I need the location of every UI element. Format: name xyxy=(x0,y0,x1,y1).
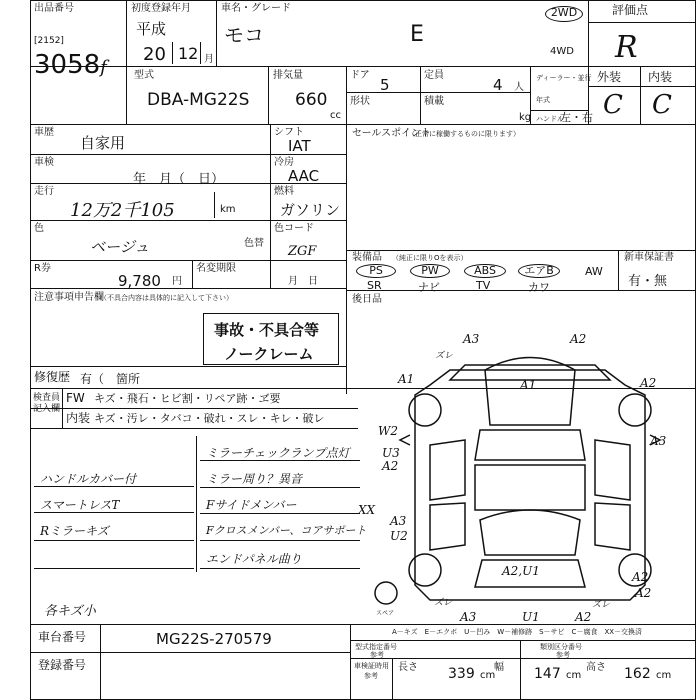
color-label: 色 xyxy=(34,223,44,234)
seat-label: 定員 xyxy=(424,70,444,81)
year: 20 xyxy=(143,44,166,65)
month: 12 xyxy=(178,44,199,63)
mark-13: A2 xyxy=(632,570,649,584)
fw-items: キズ・飛石・ヒビ割・リペア跡・ヹ要 xyxy=(94,392,281,405)
int-label: 内装 xyxy=(66,411,91,425)
drive-4wd: 4WD xyxy=(550,46,574,57)
hw-right-note-3: Fサイドメンバー xyxy=(206,498,297,512)
wheel-front-left xyxy=(409,394,441,426)
shape-label: 形状 xyxy=(350,96,370,107)
mark-4: A1 xyxy=(520,378,537,392)
sales-point-hint: （正常に稼働するものに限ります） xyxy=(408,130,520,138)
mark-7: A3 xyxy=(650,434,667,448)
length-value: 339 xyxy=(448,666,475,682)
spare-label: スペア xyxy=(376,610,395,617)
equip-aw: AW xyxy=(585,265,603,278)
fuel-value: ガソリン xyxy=(280,201,341,219)
exterior-label: 外装 xyxy=(597,70,622,84)
notes-label: 注意事項申告欄 xyxy=(34,292,104,303)
length-unit: cm xyxy=(480,670,496,681)
mark-19: A2 xyxy=(635,586,652,600)
mileage-label: 走行 xyxy=(34,186,54,197)
equip-pw: PW xyxy=(410,264,450,278)
sales-point-label: セールスポイント xyxy=(352,128,432,139)
chassis-label: 車台番号 xyxy=(38,630,87,644)
lot-sub: [2152] xyxy=(34,36,64,46)
reg-label: 登録番号 xyxy=(38,658,87,672)
seat-unit: 人 xyxy=(514,82,524,93)
equip-tv: TV xyxy=(476,279,491,292)
title-deadline-label: 名変期限 xyxy=(196,263,236,274)
width-value: 147 xyxy=(534,666,561,682)
door-label: ドア xyxy=(350,70,370,81)
interior-grade: C xyxy=(652,90,672,120)
damage-legend: A－キズ E－エクボ U－凹み W－補修跡 S－サビ C－腐食 XX－交換済 xyxy=(392,628,643,636)
wheel-front-right xyxy=(619,394,651,426)
load-label: 積載 xyxy=(424,96,444,107)
mileage-unit: km xyxy=(220,204,236,215)
no-claim-stamp xyxy=(203,313,339,365)
drive-2wd: 2WD xyxy=(545,6,583,22)
hw-right-note-5: エンドパネル曲り xyxy=(206,552,302,566)
mark-10: A3 xyxy=(390,514,407,528)
class-label: 類別区分番号 xyxy=(540,643,582,651)
hw-xx-mark: XX xyxy=(358,503,376,517)
warranty-value: 有・無 xyxy=(628,274,668,289)
mark-8: U3 xyxy=(382,446,400,460)
type-spec-label: 型式指定番号 xyxy=(355,643,397,651)
hw-left-note-3: Rミラーキズ xyxy=(40,524,109,538)
car-damage-diagram xyxy=(370,325,690,625)
mark-16: A3 xyxy=(460,610,477,624)
inspector-label: 検査員記入欄 xyxy=(33,393,61,414)
width-unit: cm xyxy=(566,670,582,681)
fw-label: FW xyxy=(66,391,85,405)
length-label: 長さ xyxy=(398,662,418,673)
first-reg-label: 初度登録年月 xyxy=(131,3,191,14)
handle-value: 左・右 xyxy=(560,111,593,124)
model: モコ xyxy=(224,23,264,47)
history-label: 車歴 xyxy=(34,127,54,138)
mark-15: ズレ xyxy=(592,600,611,610)
lot-mark: f xyxy=(100,57,107,78)
equip-sr: SR xyxy=(367,279,382,292)
mark-0: A3 xyxy=(463,332,480,346)
equip-abs: ABS xyxy=(464,264,506,278)
equip-leather: カワ xyxy=(528,281,550,294)
shift-value: IAT xyxy=(288,137,311,155)
mark-14: ズレ xyxy=(434,598,453,608)
backdoor-label: 後日品 xyxy=(352,294,382,305)
model-year-label: 年式 xyxy=(536,96,550,104)
hw-right-note-1: ミラーチェックランプ点灯 xyxy=(206,446,350,460)
type-label: 型式 xyxy=(134,70,154,81)
color-code-label: 色コード xyxy=(274,223,314,234)
color-code-value: ZGF xyxy=(288,244,317,259)
score: R xyxy=(615,30,638,65)
type-spec-ref: 参考 xyxy=(370,651,384,659)
disp-value: 660 xyxy=(295,90,328,110)
mark-5: A2 xyxy=(640,376,657,390)
stamp-line1: 事故・不具合等 xyxy=(214,321,320,339)
equip-hint: （純正に限りOを表示） xyxy=(392,254,468,262)
handle-label: ハンドル xyxy=(536,115,564,123)
load-unit: kg xyxy=(519,112,532,123)
recycle-unit: 円 xyxy=(172,276,182,287)
color-change-label: 色替 xyxy=(244,238,264,249)
equip-navi: ナビ xyxy=(418,281,440,294)
repair-label: 修復歴 xyxy=(34,370,71,384)
mark-11: U2 xyxy=(390,529,408,543)
width-label: 幅 xyxy=(494,662,504,673)
repair-value: 有（ 箇所 xyxy=(80,372,141,386)
recycle-value: 9,780 xyxy=(118,272,161,290)
type-value: DBA-MG22S xyxy=(147,90,250,110)
grade: E xyxy=(410,22,424,47)
mileage-value: 12万2千105 xyxy=(70,200,175,221)
mark-3: A1 xyxy=(398,372,415,386)
mark-18: A2 xyxy=(575,610,592,624)
disp-label: 排気量 xyxy=(273,70,303,81)
notes-hint: （不具合内容は具体的に記入して下さい） xyxy=(100,294,233,302)
inspection-label: 車検 xyxy=(34,157,54,168)
spare-tire-mark xyxy=(375,582,397,604)
model-grade-label: 車名・グレード xyxy=(221,3,291,14)
stamp-line2: ノークレーム xyxy=(224,345,314,363)
recycle-label: R券 xyxy=(34,263,51,274)
int-items: キズ・汚レ・タバコ・破れ・スレ・キレ・破レ xyxy=(94,412,325,425)
mark-1: A2 xyxy=(570,332,587,346)
hw-right-note-4: Fクロスメンバー、コアサポート xyxy=(206,524,367,537)
class-ref: 参考 xyxy=(556,651,570,659)
mark-2: ズレ xyxy=(435,351,454,361)
disp-unit: cc xyxy=(330,110,341,121)
month-unit: 月 xyxy=(204,54,214,65)
frame-cert-ref: 参考 xyxy=(364,672,378,680)
history-value: 自家用 xyxy=(80,134,126,152)
equip-ps: PS xyxy=(356,264,396,278)
dealer-label: ディーラー・並行 xyxy=(536,74,592,82)
exterior-grade: C xyxy=(603,90,623,120)
wheel-rear-left xyxy=(409,554,441,586)
hw-bottom-note: 各キズ小 xyxy=(44,604,96,619)
lot-no-label: 出品番号 xyxy=(34,3,74,14)
mark-6: W2 xyxy=(378,424,398,438)
ac-value: AAC xyxy=(288,167,320,185)
frame-cert-label: 車検証時用 xyxy=(354,662,389,670)
inspection-value: 年 月（ 日） xyxy=(133,172,225,187)
height-label: 高さ xyxy=(586,662,606,673)
warranty-label: 新車保証書 xyxy=(624,252,674,263)
lot-no: 3058 xyxy=(34,50,101,80)
door-value: 5 xyxy=(380,76,390,94)
hw-left-note-1: ハンドルカバー付 xyxy=(40,472,137,486)
interior-label: 内装 xyxy=(648,70,673,84)
era: 平成 xyxy=(136,20,167,38)
mark-17: U1 xyxy=(522,610,540,624)
chassis-value: MG22S-270579 xyxy=(156,630,272,648)
hw-right-note-2: ミラー周り？異音 xyxy=(206,472,303,486)
fuel-label: 燃料 xyxy=(274,186,294,197)
equip-label: 装備品 xyxy=(352,252,382,263)
height-unit: cm xyxy=(656,670,672,681)
title-deadline-value: 月 日 xyxy=(288,276,318,287)
mark-9: A2 xyxy=(382,459,399,473)
score-label: 評価点 xyxy=(612,3,649,17)
equip-airbag: エアB xyxy=(518,264,560,278)
shift-label: シフト xyxy=(274,127,304,138)
ac-label: 冷房 xyxy=(274,157,294,168)
lot-number xyxy=(34,50,107,80)
color-value: ベージュ xyxy=(90,238,150,256)
hw-left-note-2: スマートレスT xyxy=(40,498,120,512)
height-value: 162 xyxy=(624,666,651,682)
mark-12: A2,U1 xyxy=(502,564,540,578)
seat-value: 4 xyxy=(493,76,503,94)
